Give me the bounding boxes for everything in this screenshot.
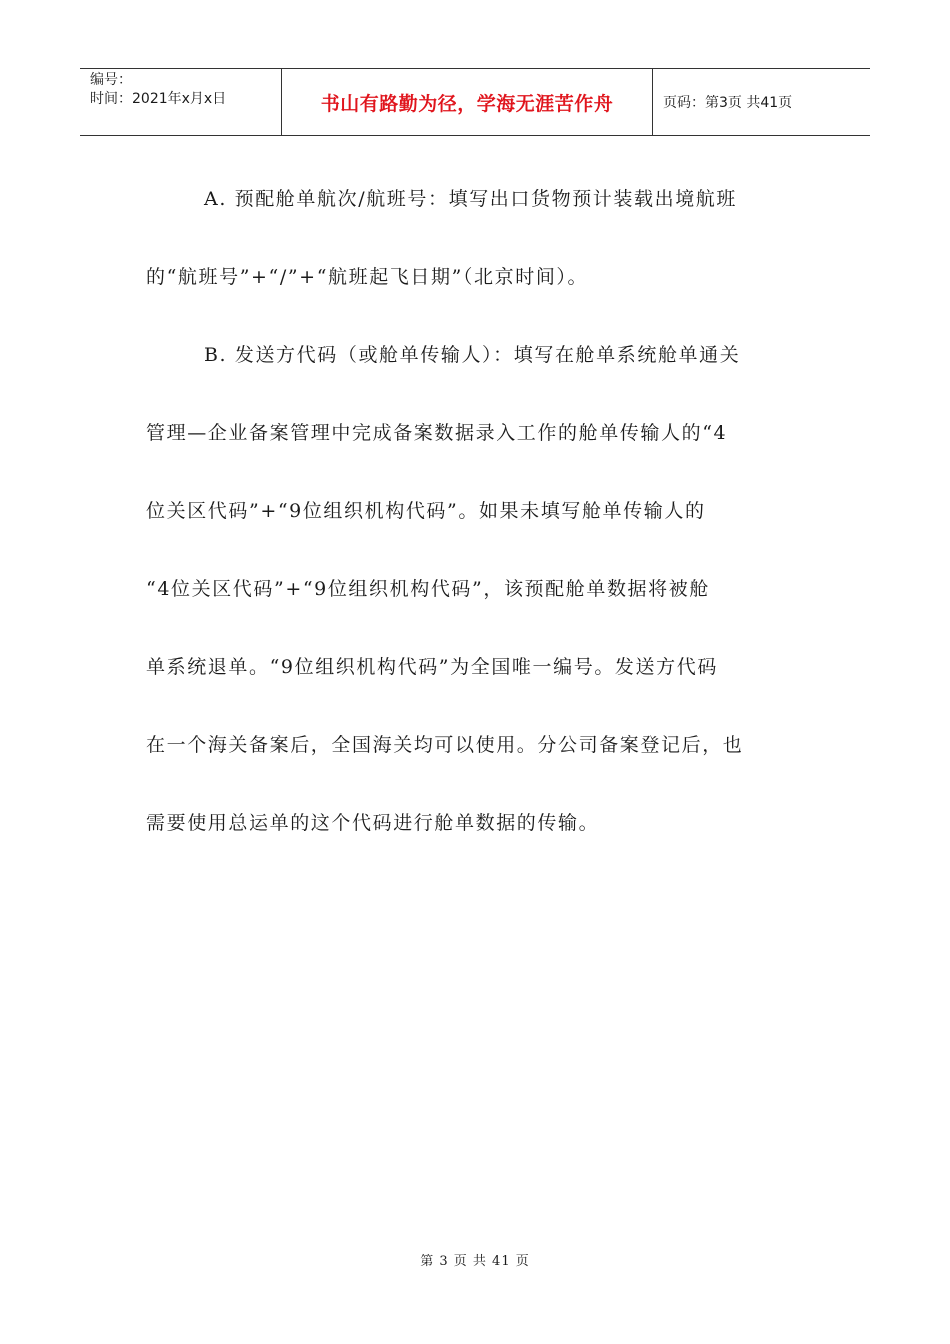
paragraph-a-line-2: 的“航班号”+“/”+“航班起飞日期”（北京时间）。: [146, 266, 589, 288]
paragraph-b-line-2: 管理—企业备案管理中完成备案数据录入工作的舱单传输人的“4: [146, 422, 728, 444]
paragraph-b-line-3: 位关区代码”+“9位组织机构代码”。如果未填写舱单传输人的: [146, 500, 706, 522]
paragraph-b-line-7: 需要使用总运单的这个代码进行舱单数据的传输。: [146, 812, 600, 834]
page-footer: 第 3 页 共 41 页: [420, 1254, 530, 1269]
header-motto: 书山有路勤为径，学海无涯苦作舟: [281, 69, 653, 135]
page-header: [80, 68, 870, 136]
header-meta: [80, 69, 281, 135]
paragraph-b-line-6: 在一个海关备案后，全国海关均可以使用。分公司备案登记后，也: [146, 734, 744, 756]
paragraph-a-line-1: A. 预配舱单航次/航班号：填写出口货物预计装载出境航班: [204, 188, 738, 210]
document-body: [146, 160, 806, 862]
paragraph-b-line-5: 单系统退单。“9位组织机构代码”为全国唯一编号。发送方代码: [146, 656, 718, 678]
document-number-label: 编号：: [90, 72, 132, 88]
document-date: 时间：2021年x月x日: [90, 91, 227, 107]
paragraph-b-line-1: B. 发送方代码（或舱单传输人）：填写在舱单系统舱单通关: [204, 344, 741, 366]
paragraph-b-line-4: “4位关区代码”+“9位组织机构代码”，该预配舱单数据将被舱: [146, 578, 710, 600]
header-page-info: 页码：第3页 共41页: [663, 95, 793, 111]
